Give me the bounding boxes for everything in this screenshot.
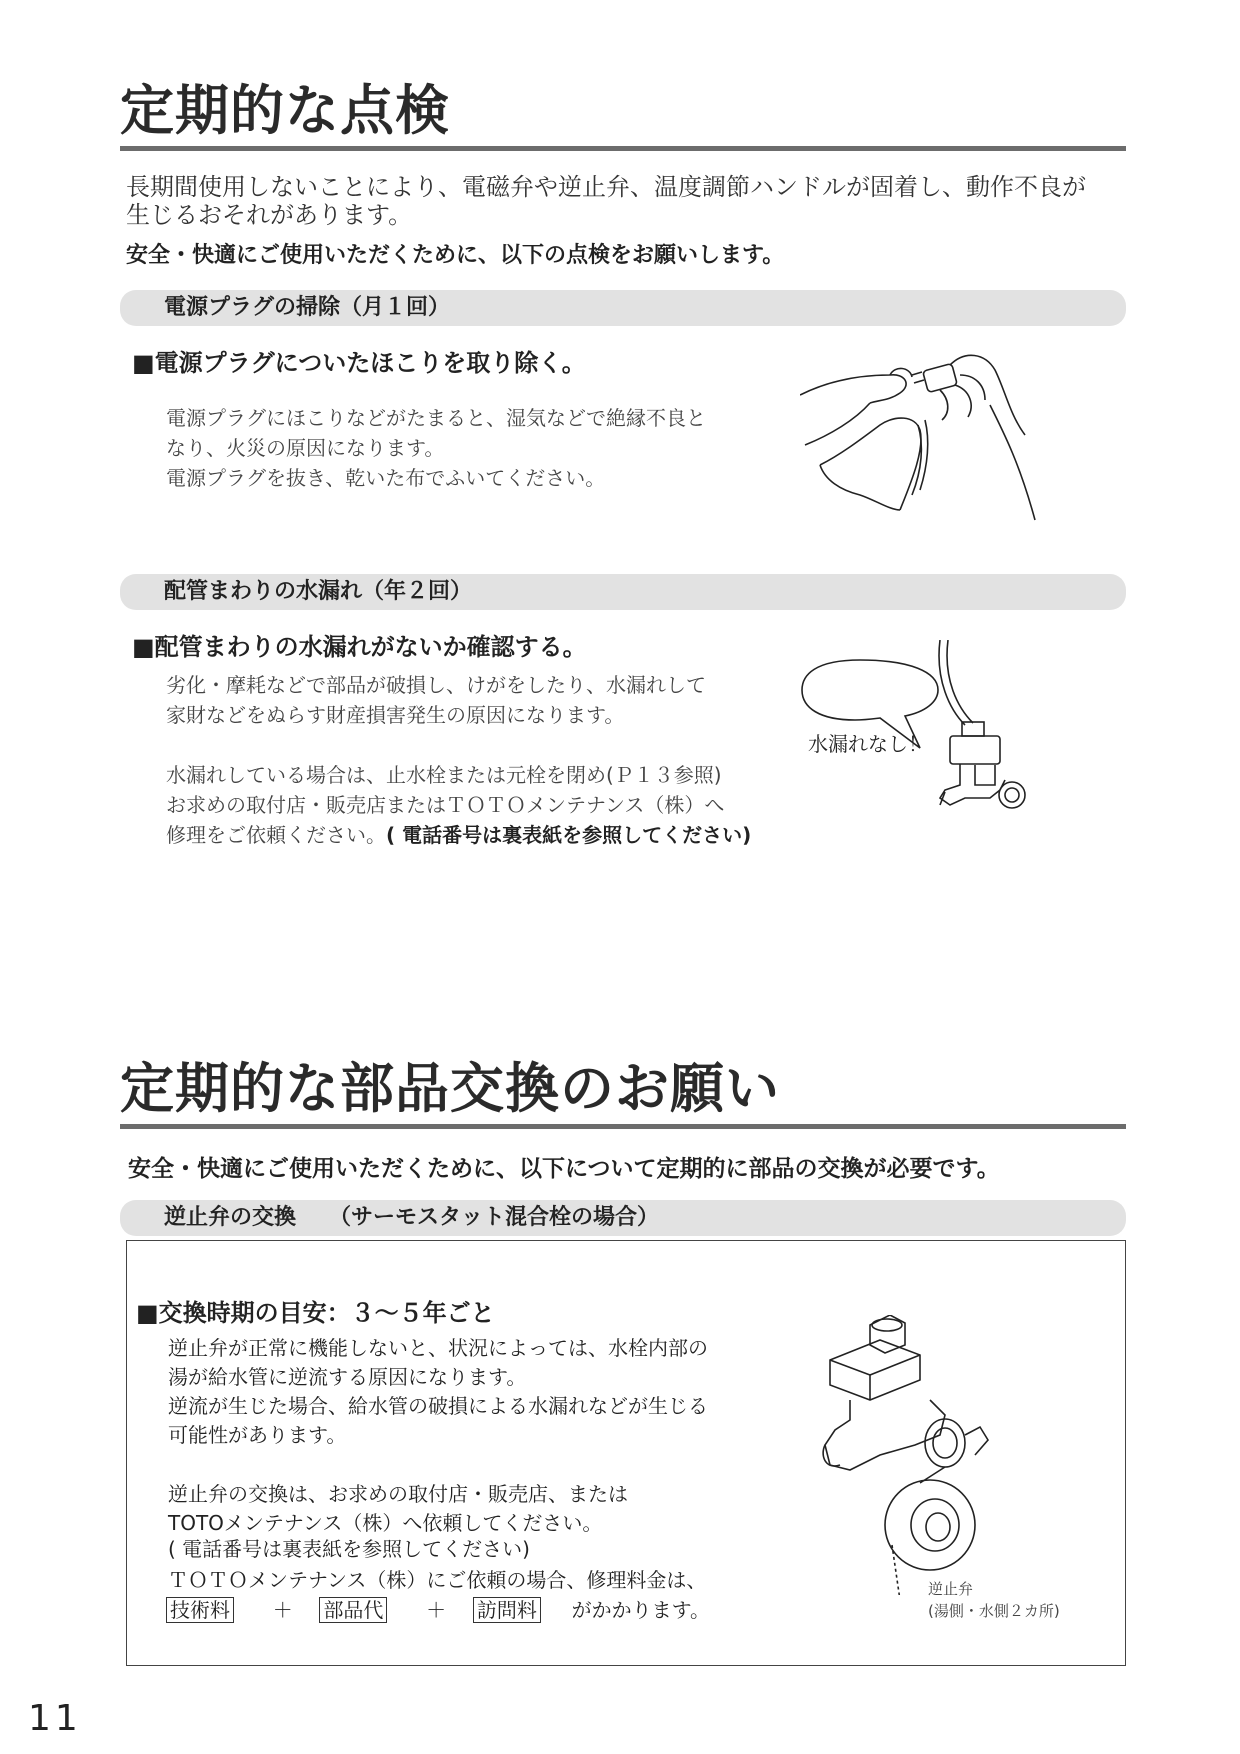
plug-text-1: 電源プラグにほこりなどがたまると、湿気などで絶縁不良と [166, 406, 706, 430]
title-rule-2 [120, 1124, 1126, 1129]
fee-parts: 部品代 [319, 1597, 387, 1623]
fee-plus-1: ＋ [272, 1598, 293, 1622]
intro-line-1: 長期間使用しないことにより、電磁弁や逆止弁、温度調節ハンドルが固着し、動作不良が [126, 173, 1086, 201]
leak-bullet: ■配管まわりの水漏れがないか確認する。 [132, 633, 587, 661]
speech-bubble-text: 水漏れなし！ [808, 732, 928, 756]
page-number: 11 [28, 1698, 82, 1739]
section-title-inspection: 定期的な点検 [120, 79, 450, 142]
valve-text-5: 逆止弁の交換は、お求めの取付店・販売店、または [168, 1482, 628, 1506]
inspection-lead: 安全・快適にご使用いただくために、以下の点検をお願いします。 [126, 243, 785, 268]
plug-band-title: 電源プラグの掃除（月１回） [164, 295, 451, 320]
check-valve-illustration [820, 1315, 1020, 1595]
valve-caption-2: (湯側・水側２カ所) [928, 1602, 1060, 1620]
replacement-lead: 安全・快適にご使用いただくために、以下について定期的に部品の交換が必要です。 [128, 1156, 1000, 1182]
valve-caption-1: 逆止弁 [928, 1580, 974, 1598]
fee-tail: がかかります。 [571, 1598, 710, 1622]
leak-text-5 [166, 820, 751, 850]
valve-text-6: TOTOメンテナンス（株）へ依頼してください。 [168, 1511, 603, 1535]
valve-text-3: 逆流が生じた場合、給水管の破損による水漏れなどが生じる [168, 1394, 708, 1418]
section-title-replacement: 定期的な部品交換のお願い [120, 1057, 780, 1120]
leak-text-1: 劣化・摩耗などで部品が破損し、けがをしたり、水漏れして [166, 673, 706, 697]
plug-text-3: 電源プラグを抜き、乾いた布でふいてください。 [166, 466, 606, 490]
valve-text-2: 湯が給水管に逆流する原因になります。 [168, 1365, 527, 1389]
valve-band-title: 逆止弁の交換 （サーモスタット混合栓の場合） [164, 1205, 660, 1230]
fee-line [166, 1596, 710, 1625]
valve-text-8: ＴＯＴＯメンテナンス（株）にご依頼の場合、修理料金は、 [168, 1568, 707, 1592]
leak-band-title: 配管まわりの水漏れ（年２回） [164, 579, 473, 604]
valve-text-4: 可能性があります。 [168, 1423, 347, 1447]
plug-text-2: なり、火災の原因になります。 [166, 436, 445, 460]
intro-line-2: 生じるおそれがあります。 [126, 201, 413, 229]
leak-text-5-plain: 修理をご依頼ください。 [166, 823, 386, 847]
fee-plus-2: ＋ [426, 1598, 447, 1622]
plug-bullet: ■電源プラグについたほこりを取り除く。 [132, 349, 586, 377]
fee-visit: 訪問料 [473, 1597, 541, 1623]
plug-cleaning-illustration [800, 345, 1040, 525]
fee-technical: 技術料 [166, 1597, 234, 1623]
valve-text-7: ( 電話番号は裏表紙を参照してください) [168, 1537, 530, 1561]
valve-text-1: 逆止弁が正常に機能しないと、状況によっては、水栓内部の [168, 1336, 708, 1360]
leak-text-3: 水漏れしている場合は、止水栓または元栓を閉め(Ｐ１３参照) [166, 763, 722, 787]
title-rule [120, 146, 1126, 151]
leak-text-4: お求めの取付店・販売店またはＴＯＴＯメンテナンス（株）へ [166, 793, 725, 817]
leak-text-2: 家財などをぬらす財産損害発生の原因になります。 [166, 703, 625, 727]
valve-bullet: ■交換時期の目安：３～５年ごと [136, 1299, 495, 1327]
leak-text-5-bold: ( 電話番号は裏表紙を参照してください) [386, 823, 752, 847]
